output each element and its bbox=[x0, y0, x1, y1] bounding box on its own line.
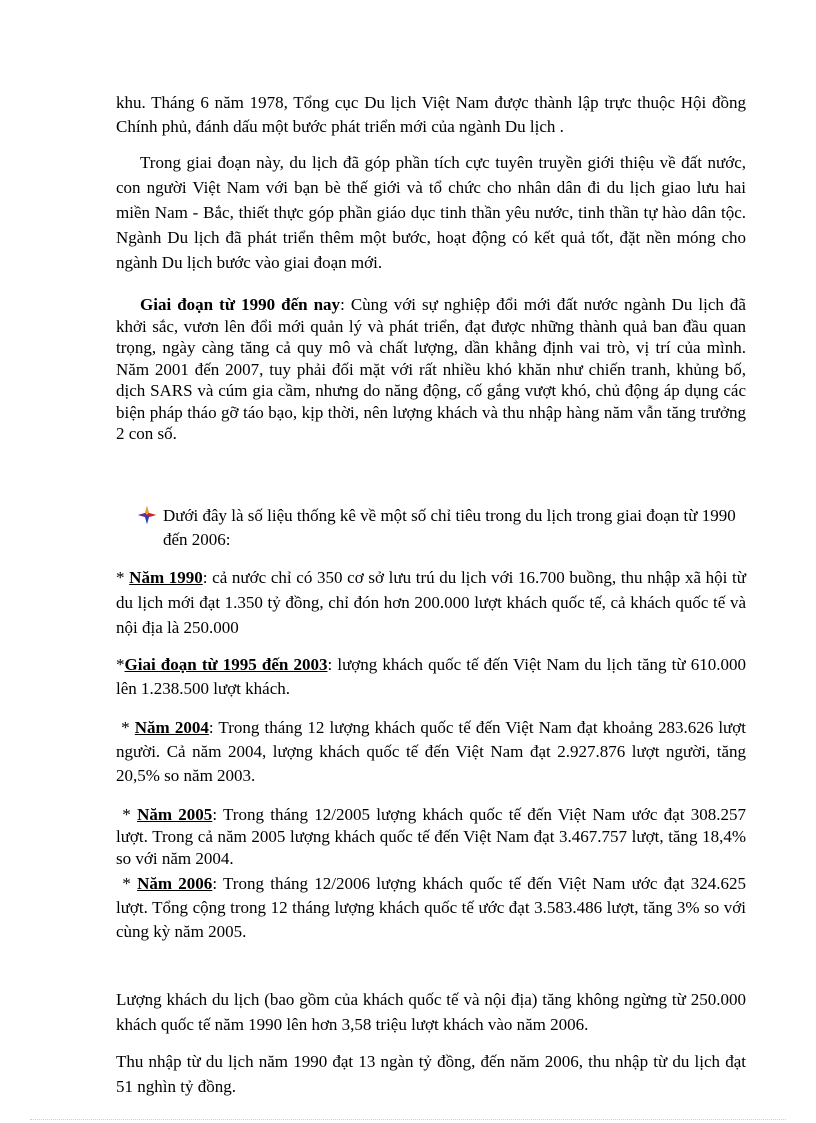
paragraph-visitor-growth-text: Lượng khách du lịch (bao gồm của khách quốc tế và nội địa) tăng không ngừng từ 250.000 khách quốc tế năm 1990 lên hơn 3,58 triệu lượt khách vào năm 2006. bbox=[116, 990, 746, 1034]
paragraph-promotion-text: Trong giai đoạn này, du lịch đã góp phần tích cực tuyên truyền giới thiệu về đất nước, con người Việt Nam với bạn bè thế giới và tổ chức cho nhân dân đi du lịch giao lưu hai miền Nam - Bắc, thiết thực góp phần giáo dục tinh thần yêu nước, tinh thần tự hào dân tộc. Ngành Du lịch đã phát triển thêm một bước, hoạt động có kết quả tốt, đặt nền móng cho ngành Du lịch bước vào giai đoạn mới. bbox=[116, 153, 746, 272]
stat-2005-text: : Trong tháng 12/2005 lượng khách quốc tế đến Việt Nam ước đạt 308.257 lượt. Trong cả năm 2005 lượng khách quốc tế đến Việt Nam đạt 3.467.757 lượt, tăng 18,4% so với năm 2004. bbox=[116, 805, 746, 868]
stat-2006-label: Năm 2006 bbox=[137, 874, 213, 893]
stat-1995-text: : lượng khách quốc tế đến Việt Nam du lịch tăng từ 610.000 lên 1.238.500 lượt khách. bbox=[116, 655, 746, 698]
paragraph-1990-onward bbox=[116, 294, 746, 445]
stat-1990-label: Năm 1990 bbox=[129, 568, 203, 587]
paragraph-1990-text: : Cùng với sự nghiệp đổi mới đất nước ngành Du lịch đã khởi sắc, vươn lên đổi mới quản lý và phát triển, đạt được những thành quả ban đầu quan trọng, ngày càng tăng cả quy mô và chất lượng, dần khẳng định vai trò, vị trí của mình. Năm 2001 đến 2007, tuy phải đối mặt với rất nhiều khó khăn như chiến tranh, khủng bố, dịch SARS và cúm gia cầm, nhưng do năng động, cố gắng vượt khó, chủ động áp dụng các biện pháp tháo gỡ táo bạo, kịp thời, nên lượng khách và thu nhập hàng năm vẫn tăng trưởng 2 con số. bbox=[116, 295, 746, 443]
stat-2005-label: Năm 2005 bbox=[137, 805, 213, 824]
paragraph-income-growth-text: Thu nhập từ du lịch năm 1990 đạt 13 ngàn tỷ đồng, đến năm 2006, thu nhập từ du lịch đạt 51 nghìn tỷ đồng. bbox=[116, 1052, 746, 1096]
stat-1995-label: Giai đoạn từ 1995 đến 2003 bbox=[124, 655, 328, 674]
page-bottom-divider bbox=[30, 1119, 786, 1120]
paragraph-establishment-text: khu. Tháng 6 năm 1978, Tổng cục Du lịch Việt Nam được thành lập trực thuộc Hội đồng Chính phủ, đánh dấu một bước phát triển mới của ngành Du lịch . bbox=[116, 93, 746, 136]
stat-1990-star: * bbox=[116, 568, 130, 587]
statistics-intro-text: Dưới đây là số liệu thống kê về một số chỉ tiêu trong du lịch trong giai đoạn từ 1990 đến 2006: bbox=[163, 506, 736, 549]
four-point-star-icon bbox=[138, 506, 156, 524]
stat-2004 bbox=[116, 716, 746, 788]
paragraph-promotion bbox=[116, 150, 746, 275]
stat-2005 bbox=[116, 804, 746, 870]
stat-2004-text: : Trong tháng 12 lượng khách quốc tế đến Việt Nam đạt khoảng 283.626 lượt người. Cả năm 2004, lượng khách quốc tế đến Việt Nam đạt 2.927.876 lượt người, tăng 20,5% so năm 2003. bbox=[116, 718, 746, 785]
stat-1990-text: : cả nước chỉ có 350 cơ sở lưu trú du lịch với 16.700 buồng, thu nhập xã hội từ du lịch mới đạt 1.350 tỷ đồng, chỉ đón hơn 200.000 lượt khách quốc tế, cả khách quốc tế và nội địa là 250.000 bbox=[116, 568, 746, 637]
stat-2006-text: : Trong tháng 12/2006 lượng khách quốc tế đến Việt Nam ước đạt 324.625 lượt. Tổng cộng trong 12 tháng lượng khách quốc tế ước đạt 3.583.486 lượt, tăng 3% so với cùng kỳ năm 2005. bbox=[116, 874, 746, 941]
paragraph-establishment bbox=[116, 91, 746, 139]
stat-1995-star: * bbox=[116, 655, 125, 674]
stat-2004-label: Năm 2004 bbox=[134, 718, 209, 737]
stat-2005-star: * bbox=[116, 805, 138, 824]
paragraph-1990-lead: Giai đoạn từ 1990 đến nay bbox=[140, 295, 341, 314]
stat-2006 bbox=[116, 872, 746, 944]
stat-2004-star: * bbox=[116, 718, 135, 737]
stat-1990 bbox=[116, 565, 746, 640]
stat-2006-star: * bbox=[116, 874, 138, 893]
paragraph-income-growth bbox=[116, 1049, 746, 1099]
statistics-intro-bullet bbox=[138, 504, 738, 552]
paragraph-visitor-growth bbox=[116, 987, 746, 1037]
stat-1995-2003 bbox=[116, 653, 746, 701]
